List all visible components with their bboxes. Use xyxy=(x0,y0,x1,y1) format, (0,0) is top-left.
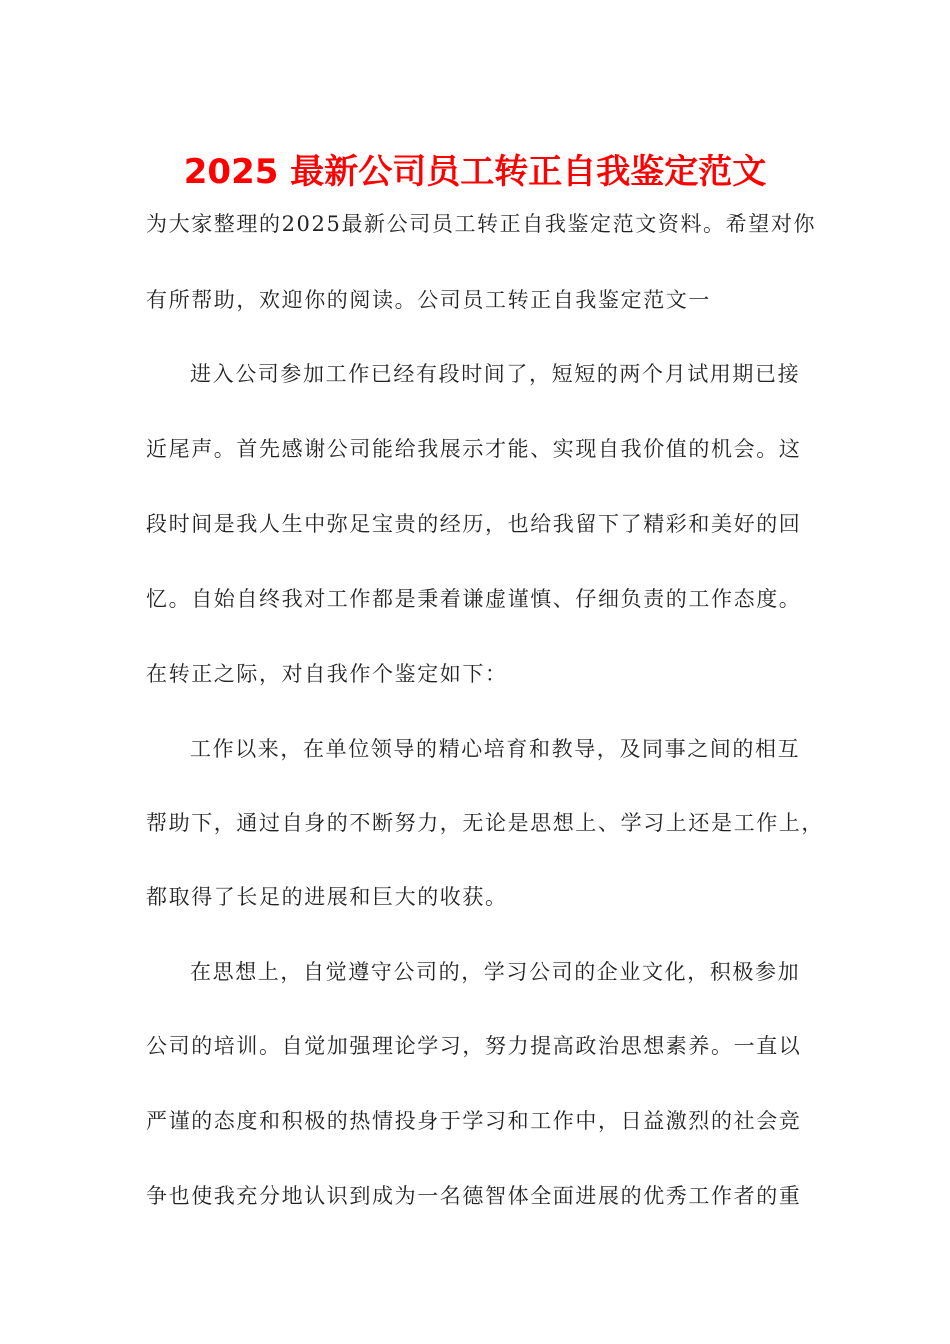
paragraph-line: 有所帮助，欢迎你的阅读。公司员工转正自我鉴定范文一 xyxy=(146,288,711,312)
paragraph-line: 近尾声。首先感谢公司能给我展示才能、实现自我价值的机会。这 xyxy=(146,437,802,461)
paragraph-line: 帮助下，通过自身的不断努力，无论是思想上、学习上还是工作上， xyxy=(146,811,824,835)
paragraph-line: 为大家整理的2025最新公司员工转正自我鉴定范文资料。希望对你 xyxy=(146,212,817,236)
paragraph-line: 工作以来，在单位领导的精心培育和教导，及同事之间的相互 xyxy=(190,737,801,761)
paragraph-line: 在思想上，自觉遵守公司的，学习公司的企业文化，积极参加 xyxy=(190,960,801,984)
paragraph-line: 争也使我充分地认识到成为一名德智体全面进展的优秀工作者的重 xyxy=(146,1184,802,1208)
paragraph-line: 在转正之际，对自我作个鉴定如下： xyxy=(146,662,508,686)
document-title: 2025 最新公司员工转正自我鉴定范文 xyxy=(183,152,767,192)
paragraph-line: 公司的培训。自觉加强理论学习，努力提高政治思想素养。一直以 xyxy=(146,1034,802,1058)
paragraph-line: 都取得了长足的进展和巨大的收获。 xyxy=(146,885,508,909)
paragraph-line: 段时间是我人生中弥足宝贵的经历，也给我留下了精彩和美好的回 xyxy=(146,512,802,536)
paragraph-line: 严谨的态度和积极的热情投身于学习和工作中，日益激烈的社会竞 xyxy=(146,1109,802,1133)
paragraph-line: 进入公司参加工作已经有段时间了，短短的两个月试用期已接 xyxy=(190,362,801,386)
paragraph-line: 忆。自始自终我对工作都是秉着谦虚谨慎、仔细负责的工作态度。 xyxy=(146,587,802,611)
